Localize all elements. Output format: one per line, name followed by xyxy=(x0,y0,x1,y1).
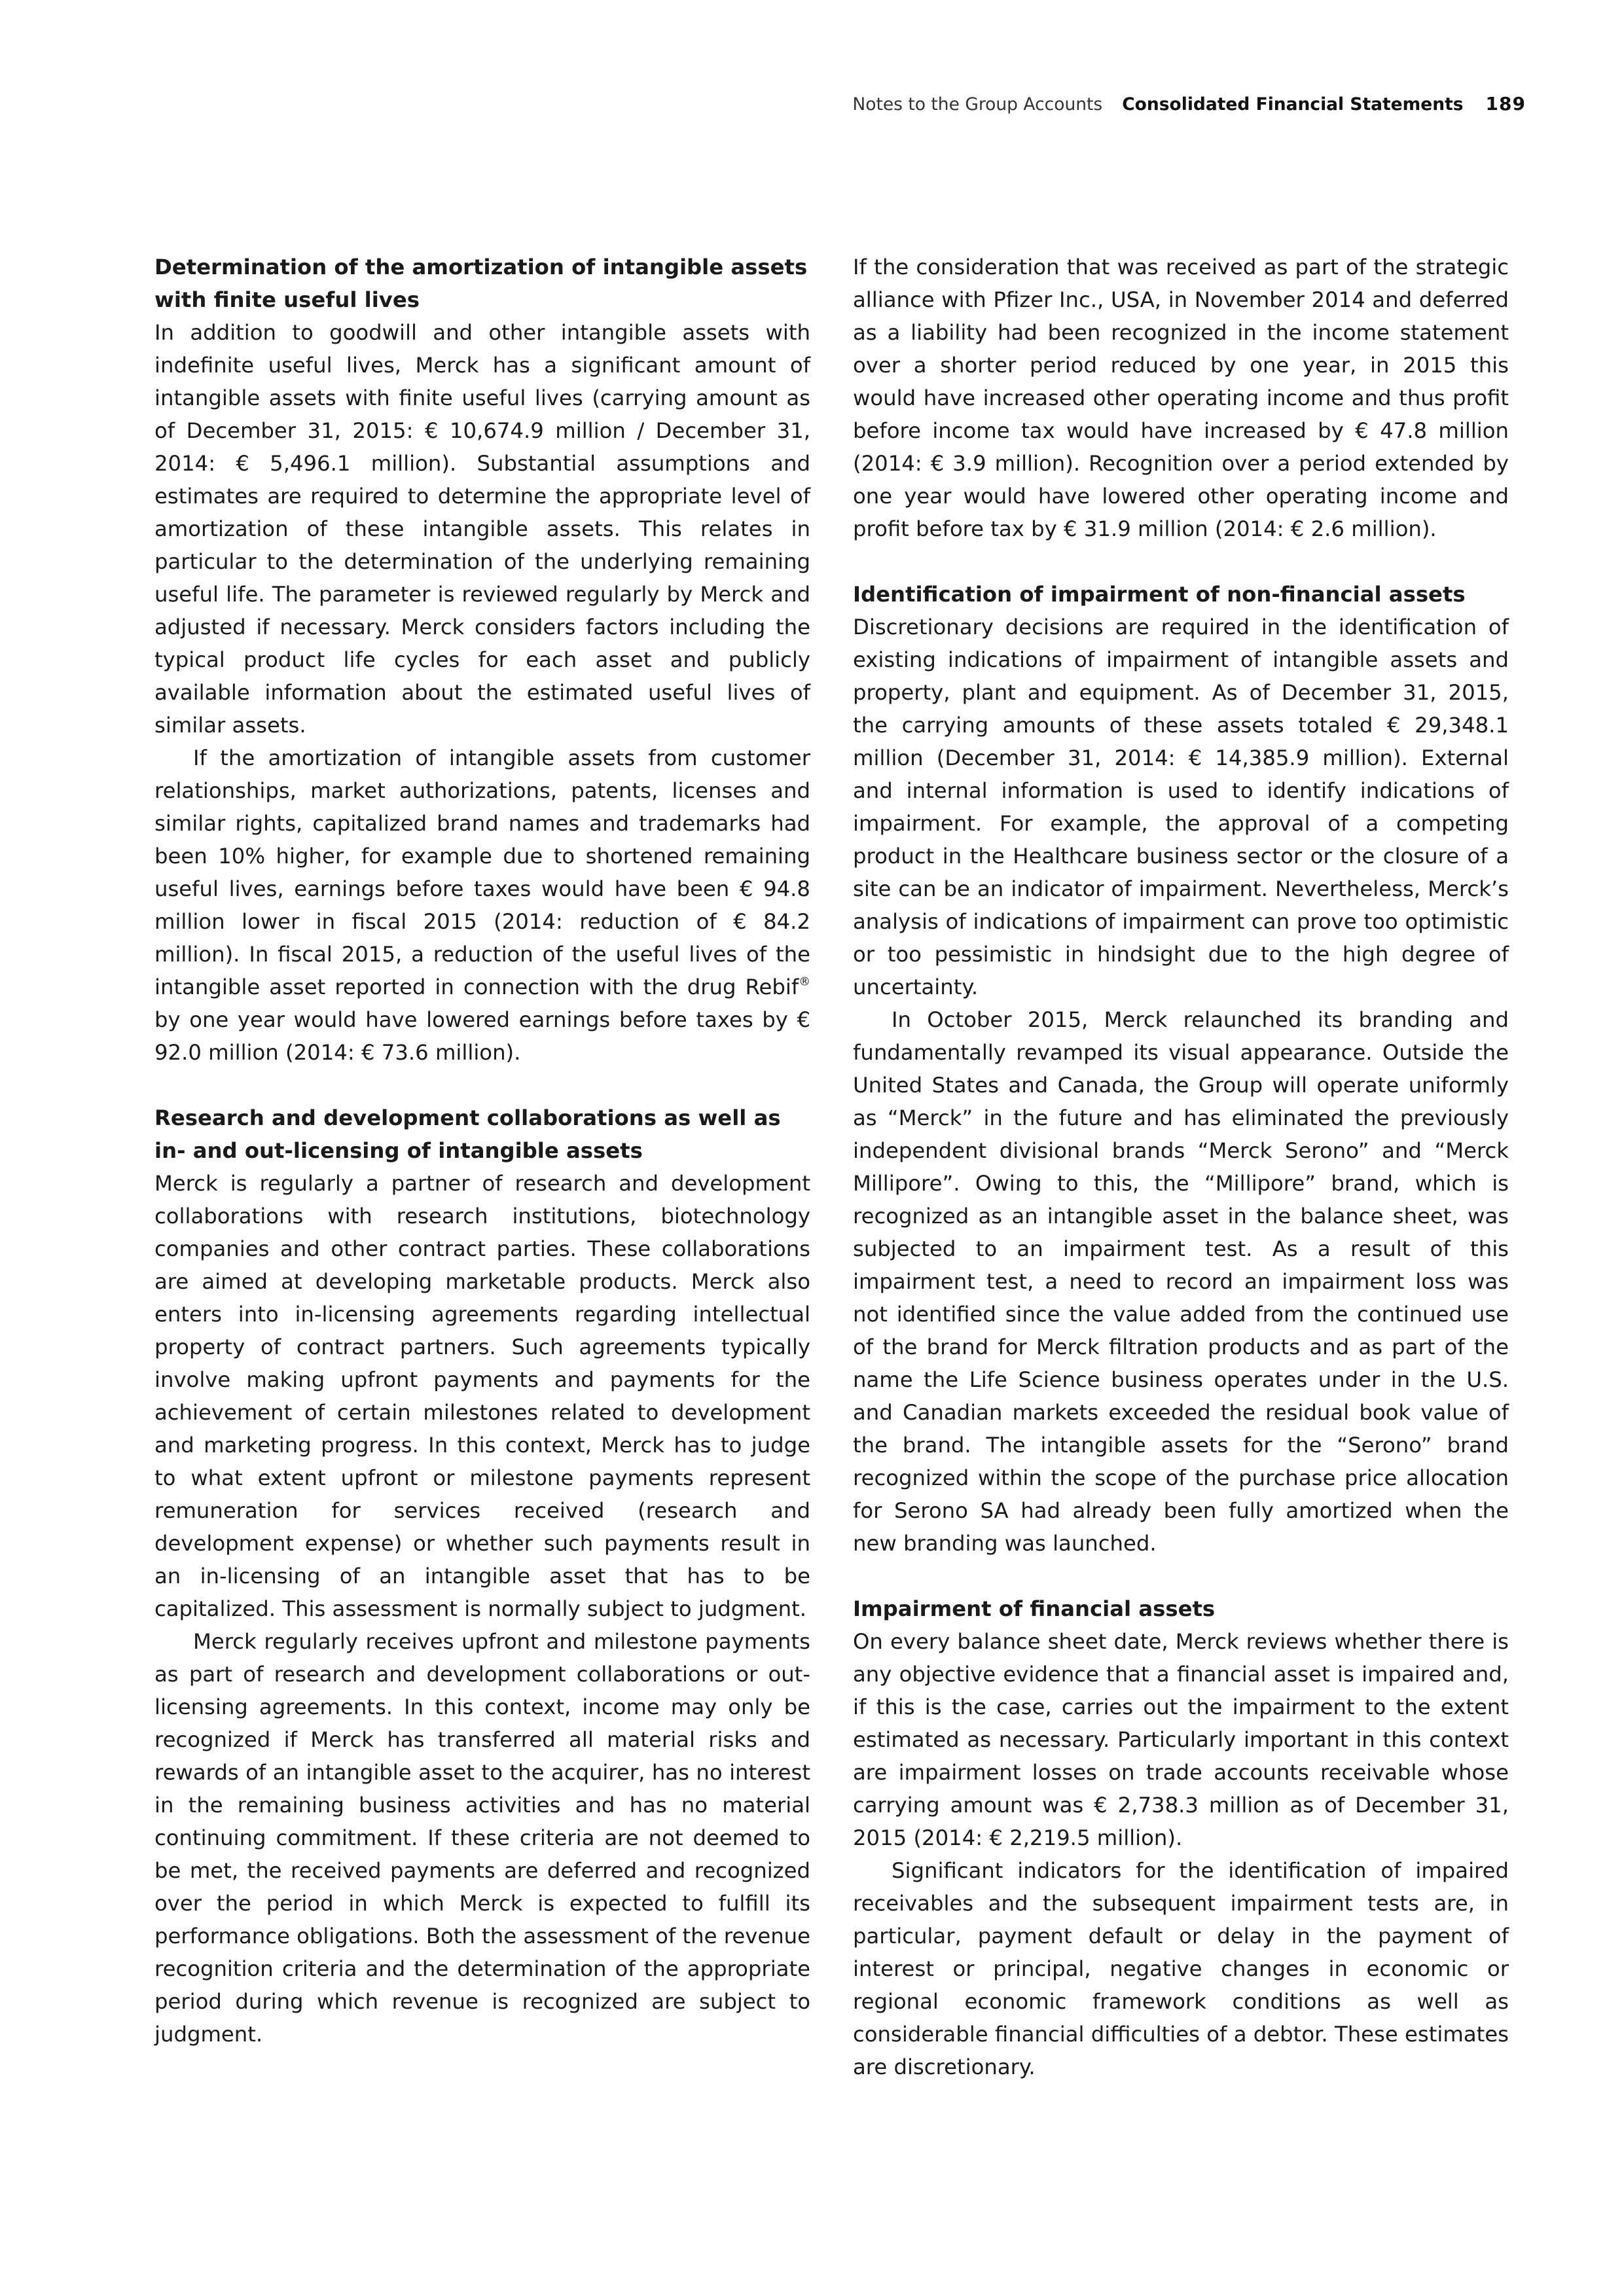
section-heading: Identification of impairment of non-financial assets xyxy=(853,582,1466,607)
section-rd-collaborations xyxy=(154,1102,810,2051)
header-title: Consolidated Financial Statements xyxy=(1122,94,1464,115)
section-heading: Impairment of financial assets xyxy=(853,1596,1216,1621)
section-heading xyxy=(154,1102,810,1167)
paragraph: Merck regularly receives upfront and milestone payments as part of research and development collaborations or out-licensing agreements. In this context, income may only be recognized if Merck has transferred all material risks and rewards of an intangible asset to the acquirer, has no interest in the remaining business activities and has no material continuing commitment. If these criteria are not deemed to be met, the received payments are deferred and recognized over the period in which Merck is expected to fulfill its performance obligations. Both the assessment of the revenue recognition criteria and the determination of the appropriate period during which revenue is recognized are subject to judgment. xyxy=(154,1629,811,2047)
paragraph: On every balance sheet date, Merck reviews whether there is any objective evidence that a financial asset is impaired and, if this is the case, carries out the impairment to the extent estimated as necessary. Particularly important in this context are impairment losses on trade accounts receivable whose carrying amount was € 2,738.3 million as of December 31, 2015 (2014: € 2,219.5 million). xyxy=(853,1629,1509,1850)
right-column xyxy=(853,251,1509,2083)
heading-line: in- and out-licensing of intangible assets xyxy=(154,1138,643,1163)
paragraph: In October 2015, Merck relaunched its branding and fundamentally revamped its visual appearance. Outside the United States and Canada, the Group will operate uniformly as “Merck” in the future and has eliminated the previously independent divisional brands “Merck Serono” and “Merck Millipore”. Owing to this, the “Millipore” brand, which is recognized as an intangible asset in the balance sheet, was subjected to an impairment test. As a result of this impairment test, a need to record an impairment loss was not identified since the value added from the continued use of the brand for Merck filtration products and as part of the name the Life Science business operates under in the U.S. and Canadian markets exceeded the residual book value of the brand. The intangible assets for the “Serono” brand recognized within the scope of the purchase price allocation for Serono SA had already been fully amortized when the new branding was launched. xyxy=(853,1007,1509,1556)
page-number: 189 xyxy=(1485,93,1526,115)
paragraph-text-part: by one year would have lowered earnings before taxes by € 92.0 million (2014: € 73.6 million). xyxy=(154,1007,810,1065)
paragraph: Discretionary decisions are required in the identification of existing indications of impairment of intangible assets and property, plant and equipment. As of December 31, 2015, the carrying amounts of these assets totaled € 29,348.1 million (December 31, 2014: € 14,385.9 million). External and internal information is used to identify indications of impairment. For example, the approval of a competing product in the Healthcare business sector or the closure of a site can be an indicator of impairment. Nevertheless, Merck’s analysis of indications of impairment can prove too optimistic or too pessimistic in hindsight due to the high degree of uncertainty. xyxy=(853,615,1509,999)
paragraph xyxy=(154,742,810,1069)
header-section-label: Notes to the Group Accounts xyxy=(852,94,1103,115)
paragraph: If the consideration that was received as part of the strategic alliance with Pfizer Inc., USA, in November 2014 and deferred as a liability had been recognized in the income statement over a shorter period reduced by one year, in 2015 this would have increased other operating income and thus profit before income tax would have increased by € 47.8 million (2014: € 3.9 million). Recognition over a period extended by one year would have lowered other operating income and profit before tax by € 31.9 million (2014: € 2.6 million). xyxy=(853,255,1509,541)
left-column xyxy=(154,251,810,2051)
page-header xyxy=(478,90,1526,119)
registered-mark: ® xyxy=(799,975,810,989)
section-impairment-financial xyxy=(853,1592,1509,2083)
paragraph: Significant indicators for the identification of impaired receivables and the subsequent impairment tests are, in particular, payment default or delay in the payment of interest or principal, negative changes in economic or regional economic framework conditions as well as considerable financial difficulties of a debtor. These estimates are discretionary. xyxy=(853,1858,1509,2079)
paragraph: Merck is regularly a partner of research and development collaborations with research institutions, biotechnology companies and other contract parties. These collaborations are aimed at developing marketable products. Merck also enters into in-licensing agreements regarding intellectual property of contract partners. Such agreements typically involve making upfront payments and payments for the achievement of certain milestones related to development and marketing progress. In this context, Merck has to judge to what extent upfront or milestone payments represent remuneration for services received (research and development expense) or whether such payments result in an in-licensing of an intangible asset that has to be capitalized. This assessment is normally subject to judgment. xyxy=(154,1171,810,1621)
paragraph-text-part: If the amortization of intangible assets from customer relationships, market authorizations, patents, licenses and similar rights, capitalized brand names and trademarks had been 10% higher, for example due to shortened remaining useful lives, earnings before taxes would have been € 94.8 million lower in fiscal 2015 (2014: reduction of € 84.2 million). In fiscal 2015, a reduction of the useful lives of the intangible asset reported in connection with the drug Rebif xyxy=(154,745,810,999)
section-impairment-non-financial xyxy=(853,578,1509,1560)
heading-line: Research and development collaborations as well as xyxy=(154,1105,781,1130)
paragraph: In addition to goodwill and other intangible assets with indefinite useful lives, Merck has a significant amount of intangible assets with finite useful lives (carrying amount as of December 31, 2015: € 10,674.9 million / December 31, 2014: € 5,496.1 million). Substantial assumptions and estimates are required to determine the appropriate level of amortization of these intangible assets. This relates in particular to the determination of the underlying remaining useful life. The parameter is reviewed regularly by Merck and adjusted if necessary. Merck considers factors including the typical product life cycles for each asset and publicly available information about the estimated useful lives of similar assets. xyxy=(154,320,810,738)
section-amortization xyxy=(154,251,810,1069)
section-pfizer-consideration xyxy=(853,251,1509,545)
section-heading: Determination of the amortization of intangible assets with finite useful lives xyxy=(154,255,808,312)
